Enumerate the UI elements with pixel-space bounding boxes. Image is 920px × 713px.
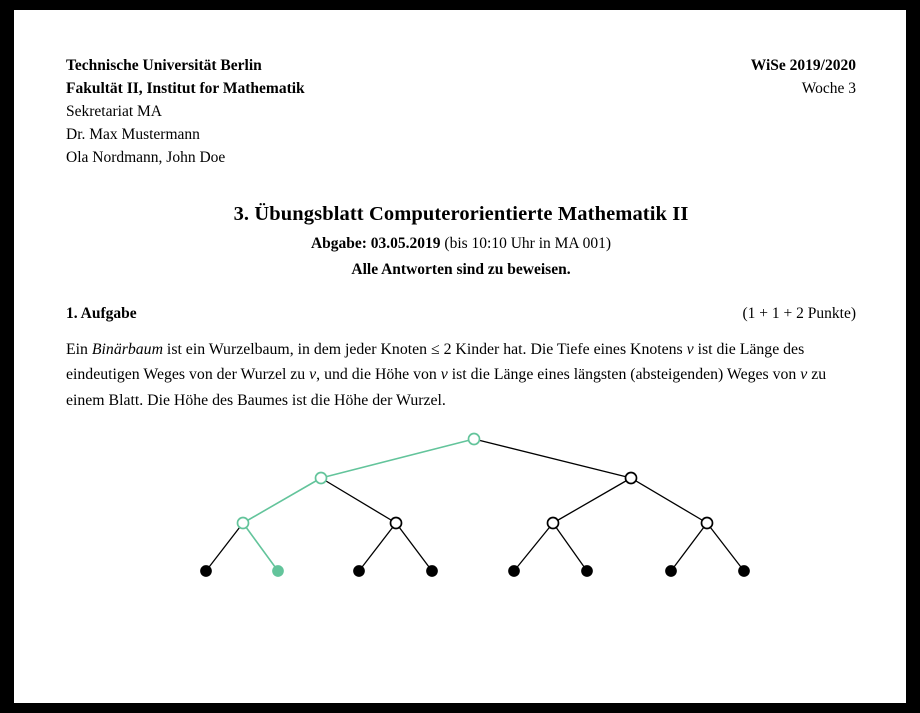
tree-node bbox=[626, 473, 637, 484]
university-name: Technische Universität Berlin bbox=[66, 57, 262, 74]
term-binaerbaum: Binärbaum bbox=[91, 340, 163, 358]
page-title: 3. Übungsblatt Computerorientierte Mathematik II bbox=[233, 202, 689, 225]
tree-node bbox=[582, 566, 592, 576]
tree-edge bbox=[206, 523, 243, 571]
text-part-2: ist ein Wurzelbaum, in dem jeder Knoten ≤ 2 Kinder hat. Die Tiefe eines Knotens bbox=[162, 340, 687, 358]
document-header bbox=[66, 55, 856, 170]
tree-node bbox=[469, 434, 480, 445]
header-row-4 bbox=[66, 124, 856, 147]
exercise-header bbox=[66, 305, 856, 323]
title-block bbox=[66, 203, 856, 279]
header-row-3 bbox=[66, 101, 856, 124]
tree-node bbox=[702, 518, 713, 529]
tree-node bbox=[201, 566, 211, 576]
var-v-3: v bbox=[440, 366, 448, 384]
document-page bbox=[14, 10, 906, 703]
var-v-2: v bbox=[309, 366, 317, 384]
text-part-3: ist die Länge des eindeutigen Weges von der Wurzel zu bbox=[66, 340, 805, 384]
tree-edge bbox=[707, 523, 744, 571]
tree-edge bbox=[671, 523, 707, 571]
var-v-1: v bbox=[686, 340, 694, 358]
tree-edge bbox=[359, 523, 396, 571]
tree-edge bbox=[321, 439, 474, 478]
var-v-4: v bbox=[800, 366, 808, 384]
header-row-2 bbox=[66, 78, 856, 101]
tree-node bbox=[509, 566, 519, 576]
tree-node bbox=[238, 518, 249, 529]
due-detail: (bis 10:10 Uhr in MA 001) bbox=[440, 234, 612, 252]
secretariat-label: Sekretariat MA bbox=[66, 102, 162, 120]
tree-edge bbox=[243, 523, 278, 571]
proof-note: Alle Antworten sind zu beweisen. bbox=[351, 260, 571, 278]
due-date: Abgabe: 03.05.2019 bbox=[310, 234, 441, 252]
tree-edge bbox=[474, 439, 631, 478]
text-part-6: zu einem Blatt. Die Höhe des Baumes ist die Höhe der Wurzel. bbox=[66, 366, 827, 409]
tree-node bbox=[548, 518, 559, 529]
text-part-1: Ein bbox=[66, 340, 92, 358]
tree-edge bbox=[514, 523, 553, 571]
document-content bbox=[66, 55, 856, 606]
tree-edge bbox=[243, 478, 321, 523]
binary-tree-svg bbox=[66, 431, 856, 606]
tree-node bbox=[739, 566, 749, 576]
exercise-body-text bbox=[66, 337, 856, 414]
text-part-5: ist die Länge eines längsten (absteigenden) Weges von bbox=[447, 366, 801, 384]
tree-node bbox=[354, 566, 364, 576]
week-label: Woche 3 bbox=[801, 79, 856, 97]
text-part-4: , und die Höhe von bbox=[316, 366, 441, 384]
tree-edge bbox=[321, 478, 396, 523]
tree-node bbox=[391, 518, 402, 529]
tree-edge bbox=[553, 478, 631, 523]
faculty-name: Fakultät II, Institut for Mathematik bbox=[66, 79, 305, 97]
lecturer-name: Dr. Max Mustermann bbox=[66, 125, 200, 143]
header-row-5 bbox=[66, 147, 856, 170]
tree-node bbox=[666, 566, 676, 576]
header-row-1 bbox=[66, 55, 856, 78]
tree-node bbox=[427, 566, 437, 576]
tree-node bbox=[316, 473, 327, 484]
tree-edge bbox=[396, 523, 432, 571]
binary-tree-figure bbox=[66, 431, 856, 606]
exercise-points: (1 + 1 + 2 Punkte) bbox=[742, 304, 856, 322]
semester-label: WiSe 2019/2020 bbox=[750, 57, 856, 74]
tree-node bbox=[273, 566, 283, 576]
exercise-title: 1. Aufgabe bbox=[66, 304, 137, 322]
due-line bbox=[66, 235, 856, 253]
tutors-names: Ola Nordmann, John Doe bbox=[66, 148, 226, 166]
tree-edge bbox=[631, 478, 707, 523]
tree-edge bbox=[553, 523, 587, 571]
